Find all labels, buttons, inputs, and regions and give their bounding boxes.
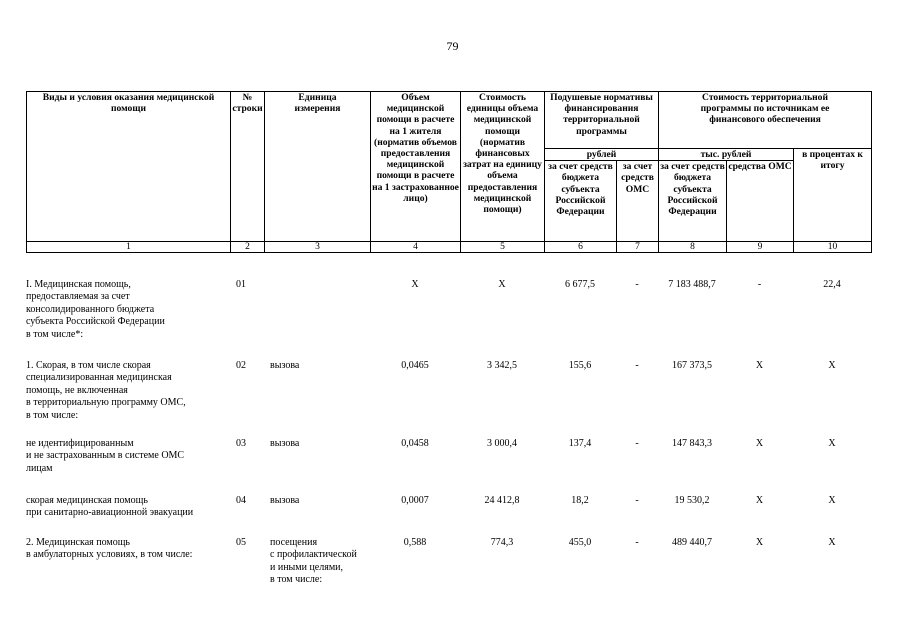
cell-cost: 3 342,5 (487, 360, 517, 371)
header-line-number: № строки (231, 92, 265, 242)
header-thousand-rubles: тыс. рублей (659, 149, 794, 161)
cell-cost: 24 412,8 (484, 495, 520, 506)
cell-name: I. Медицинская помощь, предоставляемая за счет консолидированного бюджета субъекта Российской Федерации в том числе*: (26, 279, 165, 340)
header-volume: Объем медицинской помощи в расчете на 1 жителя (норматив объемов предоставления медицинской помощи в расчете на 1 застрахованное лицо) (371, 92, 461, 242)
cell-name: 2. Медицинская помощь в амбулаторных условиях, в том числе: (26, 537, 193, 561)
col-number-7: 7 (617, 242, 659, 253)
cell-volume: 0,0007 (401, 495, 429, 506)
cell-tc-budget: 19 530,2 (674, 495, 710, 506)
header-tc-budget: за счет средств бюджета субъекта Российской Федерации (659, 161, 727, 242)
cell-pc-oms: - (635, 438, 639, 449)
cell-pct: X (828, 438, 836, 449)
cell-line: 05 (236, 537, 246, 548)
header-tc-oms: средства ОМС (727, 161, 794, 242)
cell-volume: 0,588 (403, 537, 427, 548)
header-unit-cost: Стоимость единицы объема медицинской помощи (норматив финансовых затрат на единицу объема предоставления медицинской помощи) (461, 92, 545, 242)
header-pc-budget: за счет средств бюджета субъекта Российской Федерации (545, 161, 617, 242)
cell-pct: X (828, 537, 836, 548)
cell-tc-budget: 167 373,5 (672, 360, 712, 371)
cell-tc-budget: 7 183 488,7 (668, 279, 716, 290)
cell-unit: посещения с профилактической и иными целями, в том числе: (270, 537, 357, 586)
cell-cost: X (498, 279, 506, 290)
cell-pc-oms: - (635, 279, 639, 290)
cell-line: 03 (236, 438, 246, 449)
cell-tc-oms: - (757, 279, 762, 290)
header-rubles: рублей (545, 149, 659, 161)
cell-pct: 22,4 (823, 279, 841, 290)
cell-volume: 0,0465 (401, 360, 429, 371)
cell-tc-oms: X (755, 495, 764, 506)
cell-line: 02 (236, 360, 246, 371)
cell-tc-oms: X (755, 537, 764, 548)
col-number-8: 8 (659, 242, 727, 253)
cell-pc-oms: - (635, 360, 639, 371)
header-pc-oms: за счет средств ОМС (617, 161, 659, 242)
cell-name: 1. Скорая, в том числе скорая специализированная медицинская помощь, не включенная в территориальную программу ОМС, в том числе: (26, 360, 186, 421)
table-header (26, 91, 872, 253)
cell-name: скорая медицинская помощь при санитарно-авиационной эвакуации (26, 495, 194, 519)
cell-pc-budget: 455,0 (568, 537, 592, 548)
cell-pc-oms: - (635, 537, 639, 548)
cell-cost: 3 000,4 (487, 438, 517, 449)
col-number-2: 2 (231, 242, 265, 253)
cell-cost: 774,3 (490, 537, 514, 548)
header-per-capita-group: Подушевые нормативы финансирования территориальной программы (545, 92, 659, 149)
page-number: 79 (446, 39, 459, 53)
col-number-6: 6 (545, 242, 617, 253)
col-number-3: 3 (265, 242, 371, 253)
cell-pc-budget: 6 677,5 (565, 279, 595, 290)
cell-tc-oms: X (755, 438, 764, 449)
col-number-1: 1 (27, 242, 231, 253)
cell-pc-budget: 137,4 (568, 438, 592, 449)
cell-tc-budget: 489 440,7 (672, 537, 712, 548)
cell-name: не идентифицированным и не застрахованным в системе ОМС лицам (26, 438, 185, 474)
cell-pct: X (828, 360, 836, 371)
col-number-10: 10 (794, 242, 872, 253)
col-number-9: 9 (727, 242, 794, 253)
cell-line: 01 (236, 279, 246, 290)
cell-tc-budget: 147 843,3 (672, 438, 712, 449)
cell-tc-oms: X (755, 360, 764, 371)
cell-pc-budget: 18,2 (571, 495, 589, 506)
col-number-5: 5 (461, 242, 545, 253)
cell-volume: X (411, 279, 419, 290)
header-unit: Единица измерения (265, 92, 371, 242)
col-number-4: 4 (371, 242, 461, 253)
cell-pct: X (828, 495, 836, 506)
cell-pc-oms: - (635, 495, 639, 506)
cell-volume: 0,0458 (401, 438, 429, 449)
header-cost-group: Стоимость территориальной программы по источникам ее финансового обеспечения (659, 92, 872, 149)
cell-unit: вызова (270, 438, 300, 449)
cell-line: 04 (236, 495, 246, 506)
header-percent: в процентах к итогу (794, 149, 872, 242)
cell-unit: вызова (270, 495, 300, 506)
header-service-types: Виды и условия оказания медицинской помощи (27, 92, 231, 242)
cell-pc-budget: 155,6 (568, 360, 592, 371)
cell-unit: вызова (270, 360, 300, 371)
